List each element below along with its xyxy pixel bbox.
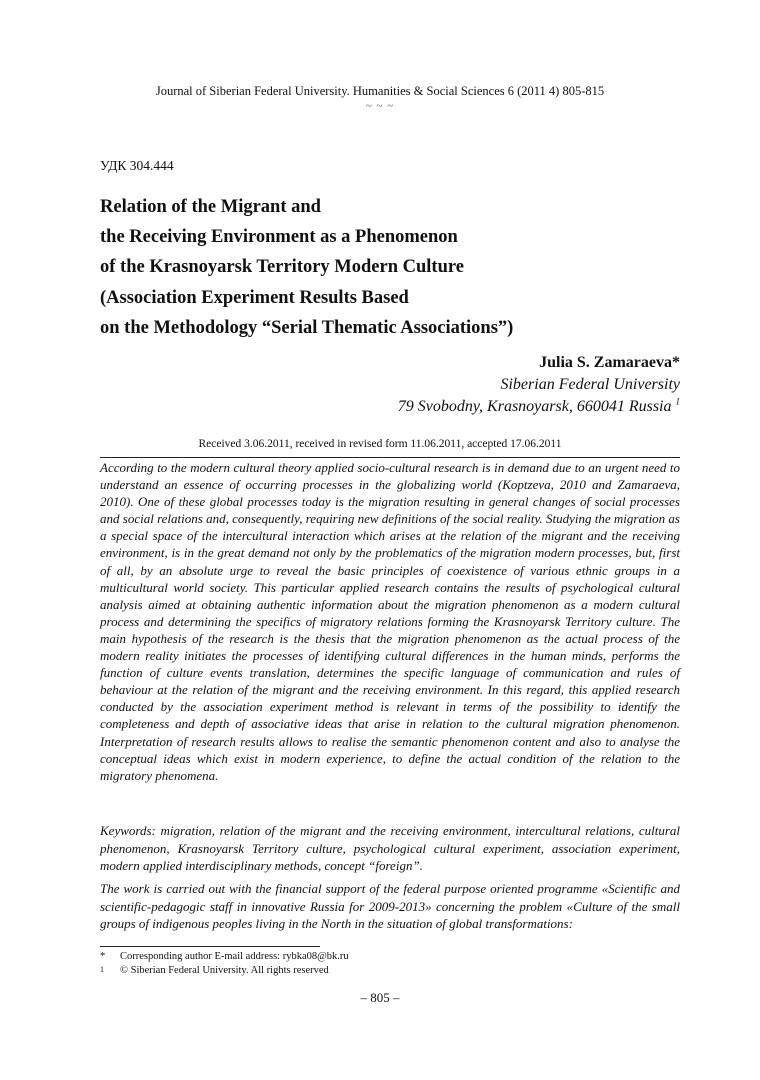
- title-line: Relation of the Migrant and: [100, 197, 321, 217]
- title-line: (Association Experiment Results Based: [100, 287, 409, 308]
- author-address: 79 Svobodny, Krasnoyarsk, 660041 Russia: [397, 398, 672, 415]
- footnote-text: © Siberian Federal University. All rights reserved: [120, 965, 329, 976]
- author-block: [398, 352, 680, 418]
- udk-code: УДК 304.444: [100, 158, 174, 173]
- title-line: of the Krasnoyarsk Territory Modern Culture: [100, 257, 464, 278]
- footnote-text: Corresponding author E-mail address: rybka08@bk.ru: [120, 951, 349, 962]
- author-name: Julia S. Zamaraeva*: [539, 354, 680, 371]
- article-title: [100, 192, 680, 343]
- received-dates: Received 3.06.2011, received in revised form 11.06.2011, accepted 17.06.2011: [198, 438, 562, 450]
- title-line: the Receiving Environment as a Phenomenon: [100, 227, 458, 248]
- footnote: [100, 964, 680, 978]
- page-number: – 805 –: [360, 990, 400, 1005]
- abstract-divider: [100, 457, 680, 458]
- funding-note: The work is carried out with the financial support of the federal purpose oriented programme «Scientific and scientific-pedagogic staff in innovative Russia for 2009-2013» concerning the problem «Culture of the small groups of indigenous peoples living in the North in the situation of global transformations:: [100, 881, 680, 932]
- footnote-mark: 1: [100, 965, 104, 974]
- footnote-divider: [100, 946, 320, 947]
- header-ornament: ~ ~ ~: [365, 100, 395, 112]
- title-line: on the Methodology “Serial Thematic Associations”): [100, 317, 514, 338]
- author-address-line: [398, 396, 680, 418]
- footnote-mark: *: [100, 951, 106, 962]
- journal-header: Journal of Siberian Federal University. Humanities & Social Sciences 6 (2011 4) 805-815: [155, 84, 605, 98]
- footnotes: [100, 950, 680, 978]
- footnote: [100, 950, 680, 964]
- keywords: Keywords: migration, relation of the migrant and the receiving environment, intercultural relations, cultural phenomenon, Krasnoyarsk Territory culture, psychological cultural experiment, association experiment, modern applied interdisciplinary methods, concept “foreign”.: [100, 823, 680, 874]
- address-footnote-mark: 1: [675, 396, 680, 407]
- author-affiliation: Siberian Federal University: [500, 376, 680, 393]
- abstract: According to the modern cultural theory applied socio-cultural research is in demand due to an urgent need to understand an essence of occurring processes in the globalizing world (Koptzeva, 2010 and Zamaraeva, 2010). One of these global processes today is the migration resulting in general changes of social processes and social relations and, consequently, requiring new definitions of the social reality. Studying the migration as a special space of the intercultural interaction which arises at the relation of the migrant and the receiving environment, is in the great demand not only by the problematics of the migration modern processes, but, first of all, by an absolute urge to reveal the basic principles of coexistence of various ethnic groups in a multicultural world society. This particular applied research contains the results of psychological cultural analysis aimed at obtaining authentic information about the migration phenomenon as a modern cultural process and determining the specifics of migratory relations forming the Krasnoyarsk Territory culture. The main hypothesis of the research is the thesis that the migration phenomenon as the actual process of the modern reality initiates the processes of identifying cultural differences in the human minds, performs the function of culture events translation, determines the specific language of communication and rules of behaviour at the relation of the migrant and the receiving environment. In this regard, this applied research conducted by the association experiment method is relevant in terms of the possibility to identify the completeness and depth of associative ideas that arise in relation to the cultural migration phenomenon. Interpretation of research results allows to realise the semantic phenomenon content and also to analyse the conceptual ideas which exist in modern experience, to define the actual condition of the relation to the migratory phenomena.: [100, 460, 680, 783]
